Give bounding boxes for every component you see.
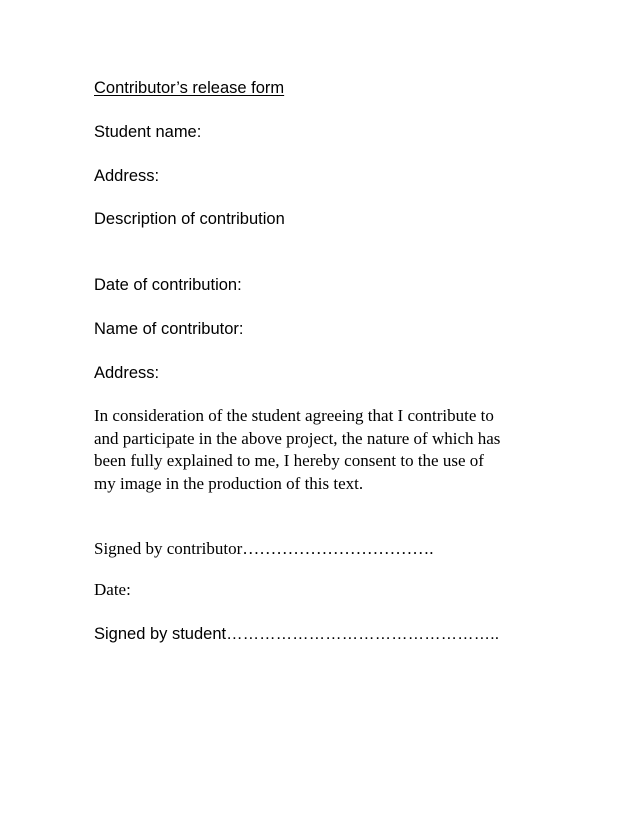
form-title: Contributor’s release form: [94, 79, 285, 97]
consent-line: my image in the production of this text.: [94, 474, 364, 494]
date-of-contribution-label: Date of contribution:: [94, 276, 242, 294]
date-label: Date:: [94, 580, 131, 599]
student-name-label: Student name:: [94, 123, 202, 141]
student-address-label: Address:: [94, 167, 160, 185]
name-of-contributor-label: Name of contributor:: [94, 320, 244, 338]
consent-line: been fully explained to me, I hereby consent to the use of: [94, 451, 484, 471]
consent-paragraph: [94, 405, 554, 496]
signed-by-student-line: Signed by student…………………………………………..: [94, 625, 500, 643]
signed-by-contributor-line: Signed by contributor…………………………….: [94, 539, 434, 558]
consent-line: In consideration of the student agreeing that I contribute to: [94, 406, 494, 425]
description-label: Description of contribution: [94, 210, 285, 228]
contributor-address-label: Address:: [94, 364, 160, 382]
consent-line: and participate in the above project, the nature of which has: [94, 428, 501, 448]
